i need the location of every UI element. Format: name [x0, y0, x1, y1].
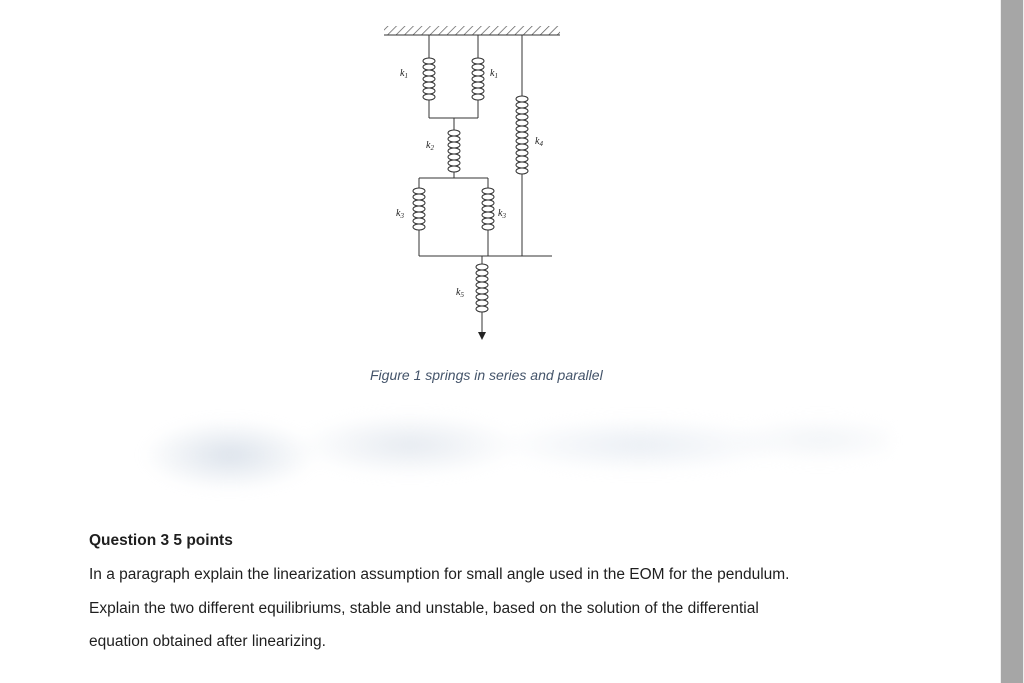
force-arrow-icon	[478, 332, 486, 340]
spring-k3-right	[482, 188, 494, 230]
ceiling-hatch	[384, 26, 560, 35]
spring-system-figure	[370, 18, 570, 353]
question-line-3: equation obtained after linearizing.	[89, 633, 326, 650]
figure-caption: Figure 1 springs in series and parallel	[370, 367, 603, 383]
spring-k5	[476, 264, 488, 312]
vertical-scrollbar[interactable]	[1000, 0, 1024, 683]
question-block	[89, 531, 969, 666]
scrollbar-thumb[interactable]	[1001, 0, 1023, 683]
label-k1-left: $k_1$	[400, 68, 408, 80]
label-k3-right: $k_3$	[498, 208, 506, 220]
spring-k2	[448, 130, 460, 172]
label-k4: $k_4$	[535, 136, 543, 148]
spring-k3-left	[413, 188, 425, 230]
label-k3-left: $k_3$	[396, 208, 404, 220]
blurred-region	[80, 400, 890, 515]
question-title: Question 3 5 points	[89, 532, 233, 549]
label-k5: $k_5$	[456, 287, 464, 299]
spring-k4	[516, 96, 528, 174]
spring-k1-left	[423, 58, 435, 100]
question-line-1: In a paragraph explain the linearization assumption for small angle used in the EOM for the pendulum.	[89, 566, 790, 583]
question-line-2: Explain the two different equilibriums, stable and unstable, based on the solution of the differential	[89, 599, 759, 617]
label-k1-right: $k_1$	[490, 68, 498, 80]
label-k2: $k_2$	[426, 140, 434, 152]
spring-k1-right	[472, 58, 484, 100]
